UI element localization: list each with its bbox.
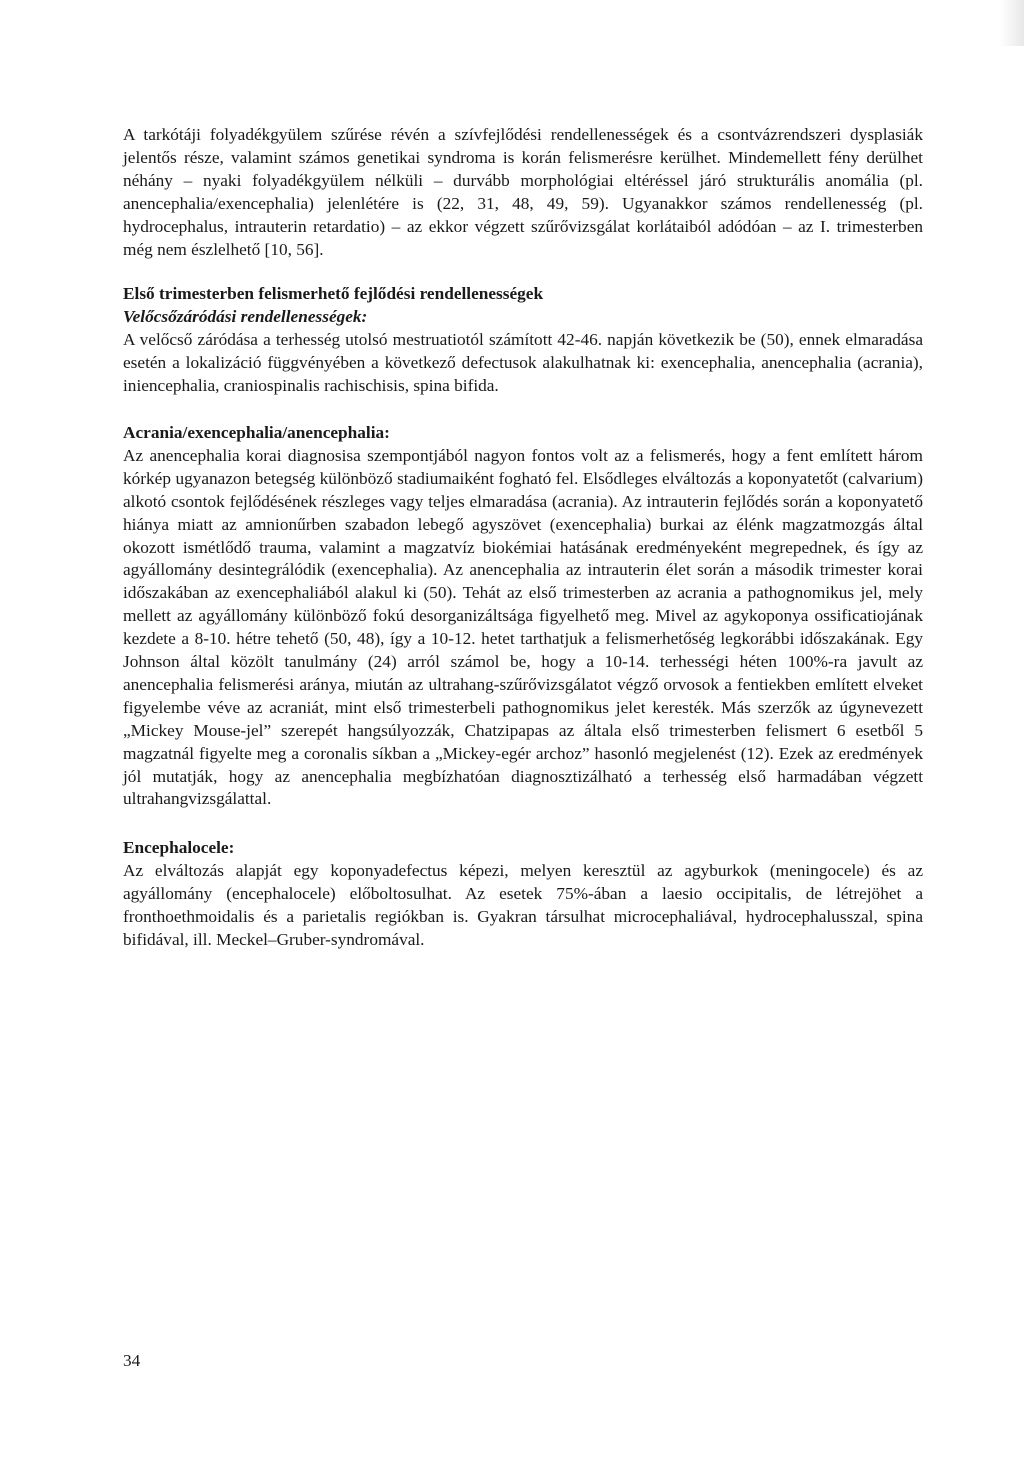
- page-number: 34: [123, 1351, 141, 1370]
- section-title-acrania: Acrania/exencephalia/anencephalia:: [123, 422, 390, 442]
- section-title-first-trimester: Első trimesterben felismerhető fejlődési rendellenességek: [123, 284, 544, 304]
- neural-tube-paragraph: A velőcső záródása a terhesség utolsó mestruatiotól számított 42-46. napján következik be (50), ennek elmaradása esetén a lokalizáció függvényében a következő defectusok alakulhatnak ki: exencephalia, anencephalia (acrania), iniencephalia, craniospinalis rachischisis, spina bifida.: [123, 330, 923, 396]
- subtitle-neural-tube: Velőcsőzáródási rendellenességek:: [123, 307, 368, 327]
- spacer: [123, 261, 923, 283]
- section-title-encephalocele: Encephalocele:: [123, 838, 235, 858]
- encephalocele-paragraph: Az elváltozás alapját egy koponyadefectus képezi, melyen keresztül az agyburkok (meningocele) és az agyállomány (encephalocele) előboltosulhat. Az esetek 75%-ában a laesio occipitalis, de létrejöhet a fronthoethmoidalis és a parietalis regiókban is. Gyakran társulhat microcephaliával, hydrocephalusszal, spina bifidával, ill. Meckel–Gruber-syndromával.: [123, 861, 923, 949]
- spacer: [123, 811, 923, 837]
- spacer: [123, 398, 923, 422]
- acrania-paragraph: Az anencephalia korai diagnosisa szempontjából nagyon fontos volt az a felismerés, hogy a fent említett három kórkép ugyanazon betegség különböző stadiumaiként fogható fel. Elsődleges elváltozás a koponyatetőt (calvarium) alkotó csontok fejlődésének részleges vagy teljes elmaradása (acrania). Az intrauterin fejlődés során a koponyatető hiánya miatt az amnionűrben szabadon lebegő agyszövet (exencephalia) burkai az élénk magzatmozgás által okozott ismétlődő trauma, valamint a magzatvíz biokémiai hatásának eredményeként megrepednek, és így az agyállomány desintegrálódik (exencephalia). Az anencephalia az intrauterin élet során a második trimester korai időszakában az exencephaliából alakul ki (50). Tehát az első trimesterben az acrania a pathognomikus jel, mely mellett az agyállomány különböző fokú desorganizáltsága figyelhető meg. Mivel az agykoponya ossificatiojának kezdete a 8-10. hétre tehető (50, 48), így a 10-12. hetet tarthatjuk a felismerhetőség legkorábbi időszakának. Egy Johnson által közölt tanulmány (24) arról számol be, hogy a 10-14. terhességi héten 100%-ra javult az anencephalia felismerési aránya, miután az ultrahang-szűrővizsgálatot végző orvosok a fentiekben említett elveket figyelembe véve az acraniát, mint első trimesterbeli pathognomikus jelet keresték. Más szerzők az úgynevezett „Mickey Mouse-jel” szerepét hangsúlyozzák, Chatzipapas az általa első trimesterben felismert 6 esetből 5 magzatnál figyelte meg a coronalis síkban a „Mickey-egér archoz” hasonló megjelenést (12). Ezek az eredmények jól mutatják, hogy az anencephalia megbízhatóan diagnosztizálható a terhesség első harmadában végzett ultrahangvizsgálattal.: [123, 445, 923, 809]
- scan-artifact: [1000, 0, 1024, 46]
- intro-paragraph: A tarkótáji folyadékgyülem szűrése révén a szívfejlődési rendellenességek és a csontvázrendszeri dysplasiák jelentős része, valamint számos genetikai syndroma is korán felismerésre kerülhet. Mindemellett fény derülhet néhány – nyaki folyadékgyülem nélküli – durvább morphológiai eltéréssel járó strukturális anomália (pl. anencephalia/exencephalia) jelenlétére is (22, 31, 48, 49, 59). Ugyanakkor számos rendellenesség (pl. hydrocephalus, intrauterin retardatio) – az ekkor végzett szűrővizsgálat korlátaiból adódóan – az I. trimesterben még nem észlelhető [10, 56].: [123, 125, 923, 259]
- document-page: [123, 124, 923, 952]
